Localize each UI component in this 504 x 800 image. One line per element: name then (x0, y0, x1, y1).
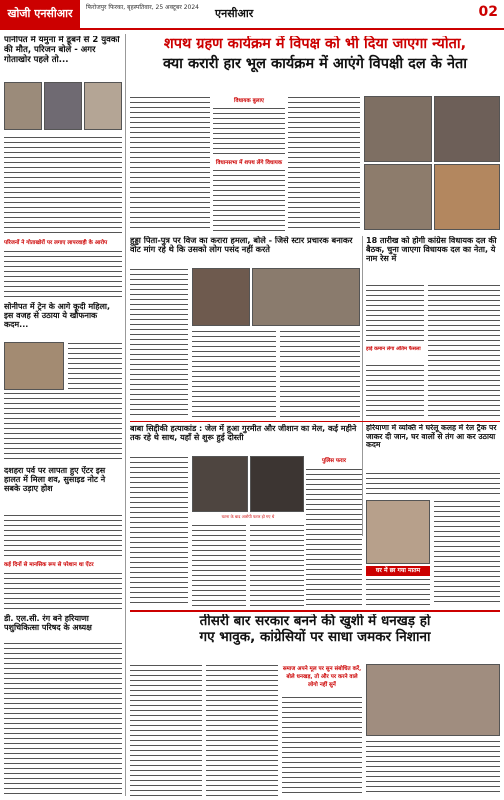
story3-body-col-2 (192, 524, 246, 606)
left-dussehra-body (4, 514, 122, 558)
right-top-headline-box (366, 236, 500, 282)
victim-photo-3 (84, 82, 122, 130)
victim-photo-2 (44, 82, 82, 130)
main-body-col-2a (213, 107, 285, 157)
bottom-top-rule (130, 610, 500, 612)
left-dussehra-headline: दशहरा पर्व पर लापता हुए ऐंटर इस हालत में मिला शव, सुसाइड नोट ने सबके उड़ाए होश (4, 466, 106, 494)
bottom-headline-line-1: तीसरी बार सरकार बनने की खुशी में धनखड़ हो (199, 614, 431, 629)
bottom-headline-box (130, 614, 500, 660)
masthead (0, 0, 504, 30)
left-dc-headline-box (4, 614, 122, 640)
story2-photo-1 (192, 268, 250, 326)
right-top-headline: 18 तारीख को होगी कांग्रेस विधायक दल की बैठक, चुना जाएगा विधायक दल का नेता, ये नाम रेस में (366, 236, 497, 264)
left-dussehra-headline-box (4, 466, 122, 512)
left-train-headline: सोनीपत में ट्रेन के आगे कूदी महिला, इस वजह से उठाया ये खौफनाक कदम... (4, 302, 110, 330)
bottom-body-col-2 (206, 664, 278, 796)
victim-photo-1 (4, 82, 42, 130)
right-top-sub-box (366, 346, 424, 362)
story3-body-col-3 (250, 524, 304, 606)
newspaper-logo: खोजी एनसीआर (0, 0, 80, 28)
bottom-body-col-3 (282, 696, 362, 796)
story3-body-col-1 (130, 456, 188, 606)
left-dussehra-sub-box (4, 560, 122, 570)
bottom-body-col-4 (366, 740, 500, 796)
right-mid-headline-box (366, 424, 500, 470)
right-top-body-1 (366, 284, 424, 344)
story2-photo-2 (252, 268, 360, 326)
woman-photo (4, 342, 64, 390)
left-dussehra-subheading: कई दिनों से मानसिक रूप से परेशान था ऐंटर (4, 562, 94, 568)
story2-body-col-2 (192, 330, 276, 418)
story2-body-col-3 (280, 330, 360, 418)
left-train-body-side (68, 342, 122, 390)
bottom-sub-box (282, 664, 362, 694)
story3-body-col-4 (306, 468, 362, 606)
main-headline-line-1: शपथ ग्रहण कार्यक्रम में विपक्ष को भी दिया जाएगा न्योता, (163, 36, 467, 52)
left-mid-subheading: परिजनों ने गोताखोरों पर लगाए लापरवाही के आरोप (4, 240, 108, 246)
main-body-col-1 (130, 96, 210, 232)
right-mid-body-3 (366, 578, 430, 606)
story3-headline: बाबा सिद्दीकी हत्याकांड : जेल में हुआ गुरमीत और जीशान का मेल, कई महीने तक रहे थे साथ, यहाँ से शुरू हुई दोस्ती (130, 424, 357, 443)
story2-headline-box (130, 236, 360, 266)
leader-photo-4 (434, 164, 500, 230)
leader-photo-3 (364, 164, 432, 230)
section-title: एनसीआर (215, 7, 254, 20)
leader-photo-2 (434, 96, 500, 162)
main-sub-1-box (213, 96, 285, 106)
column-divider (125, 34, 126, 796)
right-top-body-2 (366, 364, 424, 418)
right-mid-body-1 (366, 472, 500, 498)
left-train-body (4, 392, 122, 462)
main-body-col-3 (288, 96, 360, 232)
story3-caption-box (192, 514, 304, 522)
main-headline-box (130, 36, 500, 92)
main-subheading-2: विधानसभा में शपथ लेंगे विधायक (215, 160, 283, 166)
story3-headline-box (130, 424, 362, 454)
page-number: 02 (478, 4, 498, 20)
right-top-subheading: हाई कमान लेगा अंतिम फैसला (366, 346, 421, 352)
right-mid-headline: हरियाणा में व्यक्ति ने घरेलू कलह में रेल ट्रैक पर जाकर दी जान, घर वालों से तंग आ कर उठाया कदम (366, 424, 497, 450)
left-dc-body (4, 642, 122, 796)
right-mid-body-2 (434, 500, 500, 606)
right-column-divider (362, 236, 363, 536)
main-subheading-1: विधायक बुलाए (234, 98, 264, 104)
left-train-headline-box (4, 302, 122, 338)
story3-subheading: पुलिस फरार (321, 458, 347, 464)
left-mid-sub-box (4, 238, 122, 248)
story3-top-rule (130, 421, 500, 422)
bottom-headline-line-2: गए भावुक, कांग्रेसियों पर साधा जमकर निशाना (199, 628, 431, 645)
main-sub-2-box (213, 158, 285, 168)
story3-sub-box (306, 456, 362, 466)
left-top-headline: पानीपत में यमुना में डूबने से 2 युवकों की मौत, परिजन बोले - अगर गोताखोर पहले तो... (4, 36, 120, 65)
left-dc-headline: डी. एल.सी. रंग बने हरियाणा पशुचिकित्सा परिषद के अध्यक्ष (4, 614, 92, 633)
left-top-photos (4, 82, 122, 132)
right-mid-badge: घर में छा गया मातम (366, 566, 430, 576)
left-mid-body (4, 250, 122, 300)
story3-photo-caption: घटना के बाद आरोपी फरार हो गए थे (221, 514, 275, 519)
left-top-headline-box (4, 36, 122, 80)
dhankhar-photo (366, 664, 500, 736)
suspect-photo-2 (250, 456, 304, 512)
suspect-photo-1 (192, 456, 248, 512)
right-top-body-3 (428, 284, 500, 418)
main-body-col-2b (213, 169, 285, 232)
left-top-body (4, 136, 122, 236)
leader-photo-1 (364, 96, 432, 162)
main-headline-line-2: क्या करारी हार भूल कार्यक्रम में आएंगे विपक्षी दल के नेता (162, 55, 468, 72)
story2-body-col-1 (130, 268, 188, 418)
bottom-body-col-1 (130, 664, 202, 796)
deceased-photo (366, 500, 430, 564)
issue-date: फिरोजपुर फिरका, बृहस्पतिवार, 25 अक्टूबर 2024 (86, 4, 199, 11)
bottom-subheading: समाज अपने मूल पर सुन संबोधित करें, बोले धनखड़, तो और पर करने वाले लोगो नहीं सुनें (282, 666, 362, 688)
left-dussehra-body-2 (4, 572, 122, 612)
story2-headline: हुड्डा पिता-पुत्र पर विज का करारा हमला, बोले - जिसे स्टार प्रचारक बनाकर वोट मांग रहे थे कि उसको लोग पसंद नहीं करते (130, 236, 353, 255)
